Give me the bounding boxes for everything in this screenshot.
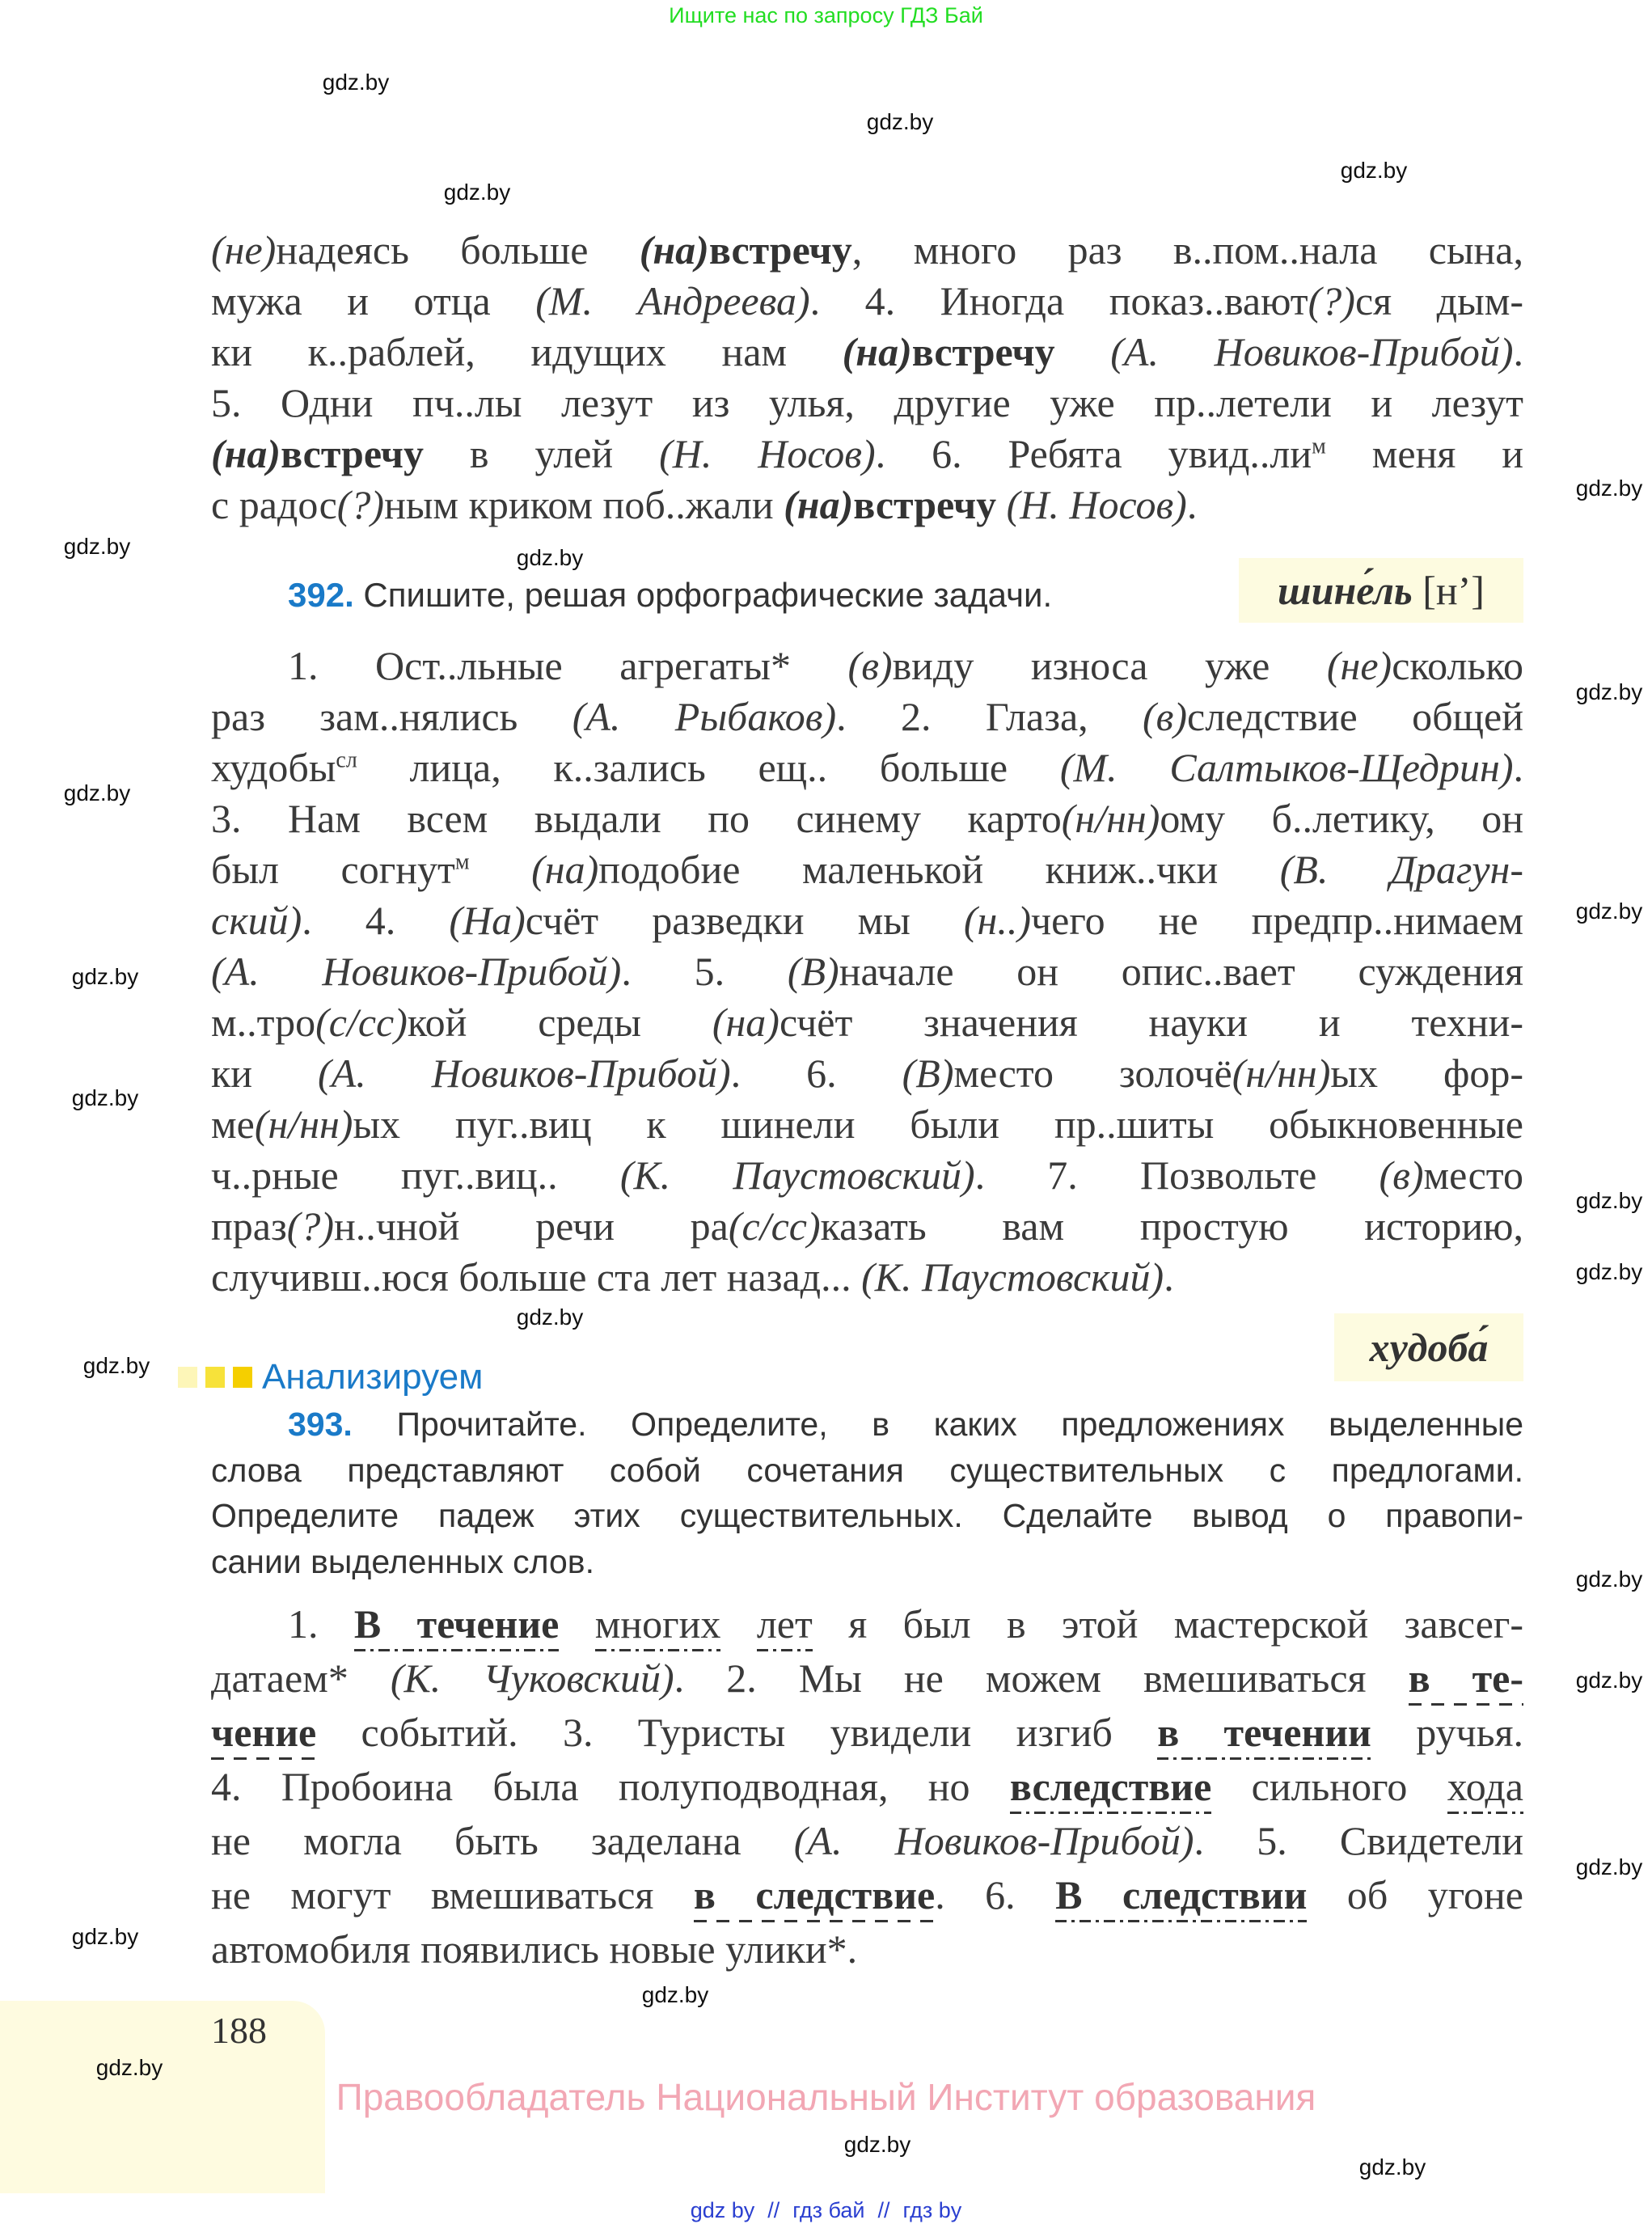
text-fragment: ки к..раблей, идущих нам bbox=[211, 329, 843, 374]
emphasized-fragment: встречу bbox=[708, 227, 852, 273]
gdz-watermark: gdz.by bbox=[866, 109, 934, 134]
italic-fragment: (В) bbox=[902, 1051, 954, 1096]
task-number: 393. bbox=[288, 1406, 397, 1443]
exercise-392-text bbox=[211, 641, 1523, 1303]
text-fragment: в улей bbox=[424, 431, 660, 476]
text-fragment: . bbox=[1164, 1254, 1174, 1300]
text-fragment: ому б..летику, он bbox=[1160, 796, 1523, 841]
instruction-line bbox=[211, 1402, 1523, 1448]
text-fragment: с радос bbox=[211, 482, 337, 527]
footer-link[interactable]: гдз by bbox=[902, 2198, 962, 2222]
emphasized-fragment: в течении bbox=[1157, 1710, 1371, 1760]
text-fragment: лица, к..зались ещ.. больше bbox=[357, 745, 1060, 790]
text-fragment: ч..рные пуг..виц.. bbox=[211, 1152, 620, 1198]
text-fragment: виду износа уже bbox=[892, 643, 1327, 688]
text-fragment: . bbox=[1513, 329, 1523, 374]
text-line bbox=[211, 946, 1523, 997]
emphasized-fragment: (на) bbox=[842, 329, 912, 374]
italic-fragment: (?) bbox=[286, 1203, 335, 1249]
text-line bbox=[211, 1597, 1523, 1651]
instruction-text: Прочитайте. Определите, в каких предложениях выделенные bbox=[396, 1406, 1523, 1443]
text-line bbox=[211, 691, 1523, 742]
text-line bbox=[211, 1922, 1523, 1977]
emphasized-fragment: хода bbox=[1447, 1764, 1523, 1814]
text-fragment: следствие общей bbox=[1187, 694, 1523, 739]
text-fragment: надеясь больше bbox=[276, 227, 640, 273]
italic-fragment: (не) bbox=[211, 227, 277, 273]
emphasized-fragment: (на) bbox=[211, 431, 281, 476]
italic-fragment: (н/нн) bbox=[1232, 1051, 1331, 1096]
text-fragment: сколько bbox=[1392, 643, 1524, 688]
text-fragment: худобы bbox=[211, 745, 336, 790]
text-fragment: ки bbox=[211, 1051, 319, 1096]
text-fragment: ых фор- bbox=[1330, 1051, 1523, 1096]
text-fragment: 5. Одни пч..лы лезут из улья, другие уже пр..летели и лезут bbox=[211, 380, 1523, 425]
text-fragment: кой среды bbox=[407, 1000, 712, 1045]
text-fragment: 1. bbox=[288, 1601, 354, 1647]
text-fragment: . 6. bbox=[730, 1051, 902, 1096]
text-fragment: . bbox=[1513, 745, 1523, 790]
instruction-text: сании выделенных слов. bbox=[211, 1542, 594, 1580]
text-fragment: м..тро bbox=[211, 1000, 316, 1045]
emphasized-fragment: встречу bbox=[853, 482, 997, 527]
footer-links bbox=[0, 2198, 1652, 2223]
gdz-watermark: gdz.by bbox=[843, 2132, 911, 2157]
emphasized-fragment: встречу bbox=[911, 329, 1055, 374]
italic-fragment: (К. Паустовский) bbox=[619, 1152, 975, 1198]
italic-fragment: (на) bbox=[712, 1000, 780, 1045]
text-line bbox=[211, 1760, 1523, 1814]
gdz-watermark: gdz.by bbox=[1575, 1259, 1643, 1284]
text-fragment: казать вам простую историю, bbox=[820, 1203, 1523, 1249]
text-fragment: не могут вмешиваться bbox=[211, 1872, 694, 1917]
instruction-line bbox=[211, 1539, 1523, 1585]
section-heading bbox=[178, 1357, 483, 1397]
text-fragment: ых пуг..виц к шинели были пр..шиты обыкновенные bbox=[353, 1101, 1523, 1147]
gdz-watermark: gdz.by bbox=[1340, 158, 1408, 183]
italic-fragment: (Н. Носов) bbox=[659, 431, 876, 476]
italic-fragment: (?) bbox=[336, 482, 385, 527]
gdz-watermark: gdz.by bbox=[516, 545, 584, 570]
text-fragment: меня и bbox=[1325, 431, 1524, 476]
italic-fragment: (с/сс) bbox=[728, 1203, 821, 1249]
vocabulary-word: шине́ль bbox=[1278, 568, 1413, 613]
text-fragment: подобие маленькой книж..чки bbox=[598, 847, 1280, 892]
text-line bbox=[211, 1651, 1523, 1706]
emphasized-fragment: сл bbox=[336, 747, 357, 773]
italic-fragment: (не) bbox=[1326, 643, 1392, 688]
text-fragment: я был в этой мастерской завсег- bbox=[812, 1601, 1524, 1647]
emphasized-fragment: лет bbox=[757, 1601, 813, 1651]
instruction-text: Определите падеж этих существительных. Сделайте вывод о правопи- bbox=[211, 1497, 1523, 1534]
emphasized-fragment: м bbox=[1312, 433, 1326, 459]
text-fragment: место bbox=[1423, 1152, 1523, 1198]
text-fragment: событий. 3. Туристы увидели изгиб bbox=[316, 1710, 1158, 1755]
text-line bbox=[211, 742, 1523, 793]
italic-fragment: (К. Чуковский) bbox=[390, 1655, 674, 1701]
italic-fragment: (в) bbox=[1143, 694, 1188, 739]
text-fragment: . 5. bbox=[621, 949, 788, 994]
gdz-watermark: gdz.by bbox=[322, 70, 390, 95]
text-fragment: датаем* bbox=[211, 1655, 391, 1701]
emphasized-fragment: в следствие bbox=[694, 1872, 935, 1922]
gdz-watermark: gdz.by bbox=[516, 1304, 584, 1330]
italic-fragment: (на) bbox=[531, 847, 599, 892]
italic-fragment: (А. Новиков-Прибой) bbox=[1110, 329, 1514, 374]
text-fragment: не могла быть заделана bbox=[211, 1818, 794, 1863]
gdz-watermark: gdz.by bbox=[71, 1924, 139, 1949]
gdz-watermark: gdz.by bbox=[82, 1353, 150, 1378]
text-line bbox=[211, 1099, 1523, 1150]
task-392-header bbox=[288, 576, 1052, 615]
text-fragment bbox=[470, 847, 532, 892]
text-line bbox=[211, 641, 1523, 691]
text-fragment: случивш..юся больше ста лет назад... bbox=[211, 1254, 862, 1300]
text-fragment: ся дым- bbox=[1354, 278, 1523, 323]
text-line bbox=[211, 276, 1523, 327]
text-fragment: н..чной речи ра bbox=[334, 1203, 729, 1249]
text-fragment bbox=[1055, 329, 1111, 374]
text-line bbox=[211, 1252, 1523, 1303]
italic-fragment: (в) bbox=[847, 643, 893, 688]
italic-fragment: (На) bbox=[449, 898, 526, 943]
text-fragment: автомобиля появились новые улики*. bbox=[211, 1926, 858, 1972]
text-line bbox=[211, 1868, 1523, 1922]
text-fragment: об угоне bbox=[1307, 1872, 1523, 1917]
link-separator: // bbox=[767, 2198, 780, 2222]
page-number: 188 bbox=[211, 2010, 267, 2051]
italic-fragment: (в) bbox=[1379, 1152, 1424, 1198]
text-fragment: 4. Пробоина была полуподводная, но bbox=[211, 1764, 1010, 1809]
text-line bbox=[211, 1150, 1523, 1201]
emphasized-fragment: чение bbox=[211, 1710, 316, 1760]
text-fragment: сильного bbox=[1211, 1764, 1447, 1809]
italic-fragment: ский) bbox=[211, 898, 302, 943]
text-fragment: , много раз в..пом..нала сына, bbox=[851, 227, 1523, 273]
italic-fragment: (А. Новиков-Прибой) bbox=[318, 1051, 731, 1096]
text-fragment bbox=[559, 1601, 594, 1647]
gdz-watermark: gdz.by bbox=[1575, 476, 1643, 501]
search-banner[interactable]: Ищите нас по запросу ГДЗ Бай bbox=[669, 3, 983, 27]
gdz-watermark: gdz.by bbox=[1575, 1567, 1643, 1592]
text-fragment: счёт разведки мы bbox=[525, 898, 964, 943]
italic-fragment: (В) bbox=[787, 949, 839, 994]
section-title: Анализируем bbox=[262, 1357, 484, 1397]
text-fragment: чего не предпр..нимаем bbox=[1030, 898, 1523, 943]
text-fragment: счёт значения науки и техни- bbox=[779, 1000, 1523, 1045]
gdz-watermark: gdz.by bbox=[1575, 679, 1643, 704]
text-line bbox=[211, 429, 1523, 480]
text-fragment: место золочё bbox=[953, 1051, 1232, 1096]
emphasized-fragment: (на) bbox=[639, 227, 709, 273]
emphasized-fragment: В течение bbox=[354, 1601, 559, 1651]
exercise-391-continuation bbox=[211, 225, 1523, 531]
instruction-line bbox=[211, 1448, 1523, 1494]
gdz-watermark: gdz.by bbox=[1575, 1668, 1643, 1693]
task-number: 392. bbox=[288, 576, 354, 614]
gdz-watermark: gdz.by bbox=[95, 2055, 163, 2080]
gdz-watermark: gdz.by bbox=[71, 964, 139, 989]
emphasized-fragment: многих bbox=[595, 1601, 721, 1651]
gdz-watermark: gdz.by bbox=[1575, 1188, 1643, 1213]
text-fragment: . 4. bbox=[302, 898, 450, 943]
footer-link[interactable]: гдз бай bbox=[792, 2198, 865, 2222]
emphasized-fragment: встречу bbox=[281, 431, 424, 476]
text-fragment: праз bbox=[211, 1203, 287, 1249]
italic-fragment: (А. Новиков-Прибой) bbox=[793, 1818, 1194, 1863]
emphasized-fragment: (на) bbox=[784, 482, 854, 527]
footer-link[interactable]: gdz by bbox=[690, 2198, 755, 2222]
text-line bbox=[211, 895, 1523, 946]
vocabulary-word-box bbox=[1239, 558, 1523, 623]
italic-fragment: (В. Драгун- bbox=[1279, 847, 1523, 892]
text-line bbox=[211, 1048, 1523, 1099]
gdz-watermark: gdz.by bbox=[1575, 1854, 1643, 1879]
text-fragment: . 2. Глаза, bbox=[836, 694, 1143, 739]
text-fragment: ручья. bbox=[1371, 1710, 1524, 1755]
italic-fragment: (А. Рыбаков) bbox=[572, 694, 837, 739]
gdz-watermark: gdz.by bbox=[1358, 2154, 1426, 2180]
text-line bbox=[211, 480, 1523, 531]
text-line bbox=[211, 378, 1523, 429]
text-fragment: . 7. Позвольте bbox=[974, 1152, 1379, 1198]
vocabulary-word-box-2 bbox=[1334, 1313, 1523, 1381]
text-line bbox=[211, 1201, 1523, 1252]
copyright-notice: Правообладатель Национальный Институт образования bbox=[336, 2076, 1316, 2118]
gdz-watermark: gdz.by bbox=[63, 780, 131, 805]
gdz-watermark: gdz.by bbox=[641, 1982, 709, 2007]
task-instruction: Спишите, решая орфографические задачи. bbox=[363, 576, 1053, 614]
emphasized-fragment: вследствие bbox=[1010, 1764, 1211, 1814]
italic-fragment: (К. Паустовский) bbox=[861, 1254, 1164, 1300]
emphasized-fragment: м bbox=[454, 849, 470, 875]
text-fragment: был согнут bbox=[211, 847, 455, 892]
link-separator: // bbox=[877, 2198, 890, 2222]
gdz-watermark: gdz.by bbox=[1575, 898, 1643, 924]
instruction-text: слова представляют собой сочетания существительных с предлогами. bbox=[211, 1451, 1523, 1489]
exercise-393-text bbox=[211, 1597, 1523, 1977]
text-fragment: . 4. Иногда показ..вают bbox=[809, 278, 1308, 323]
italic-fragment: (?) bbox=[1308, 278, 1355, 323]
task-393-instruction bbox=[211, 1402, 1523, 1584]
emphasized-fragment: В следствии bbox=[1055, 1872, 1307, 1922]
text-fragment: . 2. Мы не можем вмешиваться bbox=[674, 1655, 1409, 1701]
text-fragment: начале он опис..вает суждения bbox=[839, 949, 1524, 994]
text-line bbox=[211, 1814, 1523, 1868]
emphasized-fragment: в те- bbox=[1409, 1655, 1523, 1706]
text-fragment: раз зам..нялись bbox=[211, 694, 572, 739]
italic-fragment: (Н. Носов) bbox=[1006, 482, 1187, 527]
italic-fragment: (М. Андреева) bbox=[535, 278, 810, 323]
text-fragment bbox=[996, 482, 1007, 527]
text-fragment: ным криком поб..жали bbox=[384, 482, 784, 527]
italic-fragment: (н/нн) bbox=[1061, 796, 1160, 841]
text-line bbox=[211, 844, 1523, 895]
italic-fragment: (с/сс) bbox=[315, 1000, 408, 1045]
text-fragment bbox=[720, 1601, 756, 1647]
text-fragment: 3. Нам всем выдали по синему карто bbox=[211, 796, 1062, 841]
text-fragment: мужа и отца bbox=[211, 278, 536, 323]
gdz-watermark: gdz.by bbox=[63, 534, 131, 559]
gdz-watermark: gdz.by bbox=[443, 180, 511, 205]
text-fragment: 1. Ост..льные агрегаты* bbox=[288, 643, 848, 688]
italic-fragment: (н..) bbox=[963, 898, 1031, 943]
text-line bbox=[211, 225, 1523, 276]
text-fragment: . 6. Ребята увид..ли bbox=[875, 431, 1312, 476]
transcription: [н’] bbox=[1422, 568, 1485, 613]
text-line bbox=[211, 1706, 1523, 1760]
text-line bbox=[211, 327, 1523, 378]
vocabulary-word: худоба́ bbox=[1369, 1325, 1489, 1370]
gdz-watermark: gdz.by bbox=[71, 1085, 139, 1110]
italic-fragment: (н/нн) bbox=[254, 1101, 353, 1147]
text-line bbox=[211, 793, 1523, 844]
text-line bbox=[211, 997, 1523, 1048]
text-fragment: . bbox=[1186, 482, 1198, 527]
text-fragment: ме bbox=[211, 1101, 255, 1147]
instruction-line bbox=[211, 1493, 1523, 1539]
text-fragment: . 5. Свидетели bbox=[1194, 1818, 1523, 1863]
text-fragment: . 6. bbox=[935, 1872, 1056, 1917]
section-squares-icon bbox=[178, 1367, 252, 1388]
italic-fragment: (М. Салтыков-Щедрин) bbox=[1059, 745, 1514, 790]
italic-fragment: (А. Новиков-Прибой) bbox=[211, 949, 622, 994]
